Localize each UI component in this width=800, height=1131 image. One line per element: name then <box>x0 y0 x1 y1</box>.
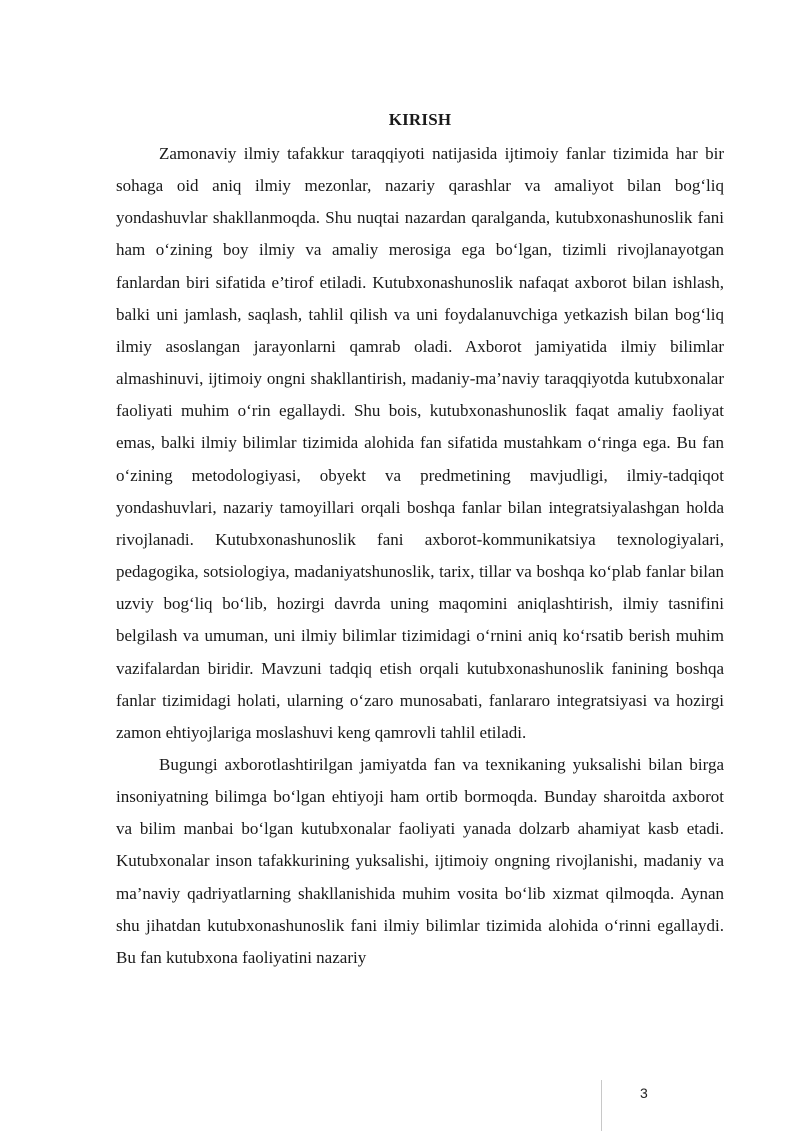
paragraph-1: Zamonaviy ilmiy tafakkur taraqqiyoti natijasida ijtimoiy fanlar tizimida har bir sohaga oid aniq ilmiy mezonlar, nazariy qarashlar va amaliyot bilan bog‘liq yondashuvlar shakllanmoqda. Shu nuqtai nazardan qaralganda, kutubxonashunoslik fani ham o‘zining boy ilmiy va amaliy merosiga ega bo‘lgan, tizimli rivojlanayotgan fanlardan biri sifatida e’tirof etiladi. Kutubxonashunoslik nafaqat axborot bilan ishlash, balki uni jamlash, saqlash, tahlil qilish va uni foydalanuvchiga yetkazish bilan bog‘liq ilmiy asoslangan jarayonlarni qamrab oladi. Axborot jamiyatida ilmiy bilimlar almashinuvi, ijtimoiy ongni shakllantirish, madaniy-ma’naviy taraqqiyotda kutubxonalar faoliyati muhim o‘rin egallaydi. Shu bois, kutubxonashunoslik faqat amaliy faoliyat emas, balki ilmiy bilimlar tizimida alohida fan sifatida mustahkam o‘ringa ega. Bu fan o‘zining metodologiyasi, obyekt va predmetining mavjudligi, ilmiy-tadqiqot yondashuvlari, nazariy tamoyillari orqali boshqa fanlar bilan integratsiyalashgan holda rivojlanadi. Kutubxonashunoslik fani axborot-kommunikatsiya texnologiyalari, pedagogika, sotsiologiya, madaniyatshunoslik, tarix, tillar va boshqa ko‘plab fanlar bilan uzviy bog‘liq bo‘lib, hozirgi davrda uning maqomini aniqlashtirish, ilmiy tasnifini belgilash va umuman, uni ilmiy bilimlar tizimidagi o‘rnini aniq ko‘rsatib berish muhim vazifalardan biridir. Mavzuni tadqiq etish orqali kutubxonashunoslik fanining boshqa fanlar tizimidagi holati, ularning o‘zaro munosabati, fanlararo integratsiyasi va hozirgi zamon ehtiyojlariga moslashuvi keng qamrovli tahlil etiladi. <box>116 144 724 742</box>
section-heading: KIRISH <box>388 110 452 129</box>
footer-divider <box>601 1080 602 1131</box>
page-number: 3 <box>640 1085 648 1101</box>
body-text <box>116 138 724 974</box>
paragraph-2: Bugungi axborotlashtirilgan jamiyatda fan va texnikaning yuksalishi bilan birga insoniyatning bilimga bo‘lgan ehtiyoji ham ortib bormoqda. Bunday sharoitda axborot va bilim manbai bo‘lgan kutubxonalar faoliyati yanada dolzarb ahamiyat kasb etadi. Kutubxonalar inson tafakkurining yuksalishi, ijtimoiy ongning rivojlanishi, madaniy va ma’naviy qadriyatlarning shakllanishida muhim vosita bo‘lib xizmat qilmoqda. Aynan shu jihatdan kutubxonashunoslik fani ilmiy bilimlar tizimida alohida o‘rinni egallaydi. Bu fan kutubxona faoliyatini nazariy <box>116 754 724 967</box>
